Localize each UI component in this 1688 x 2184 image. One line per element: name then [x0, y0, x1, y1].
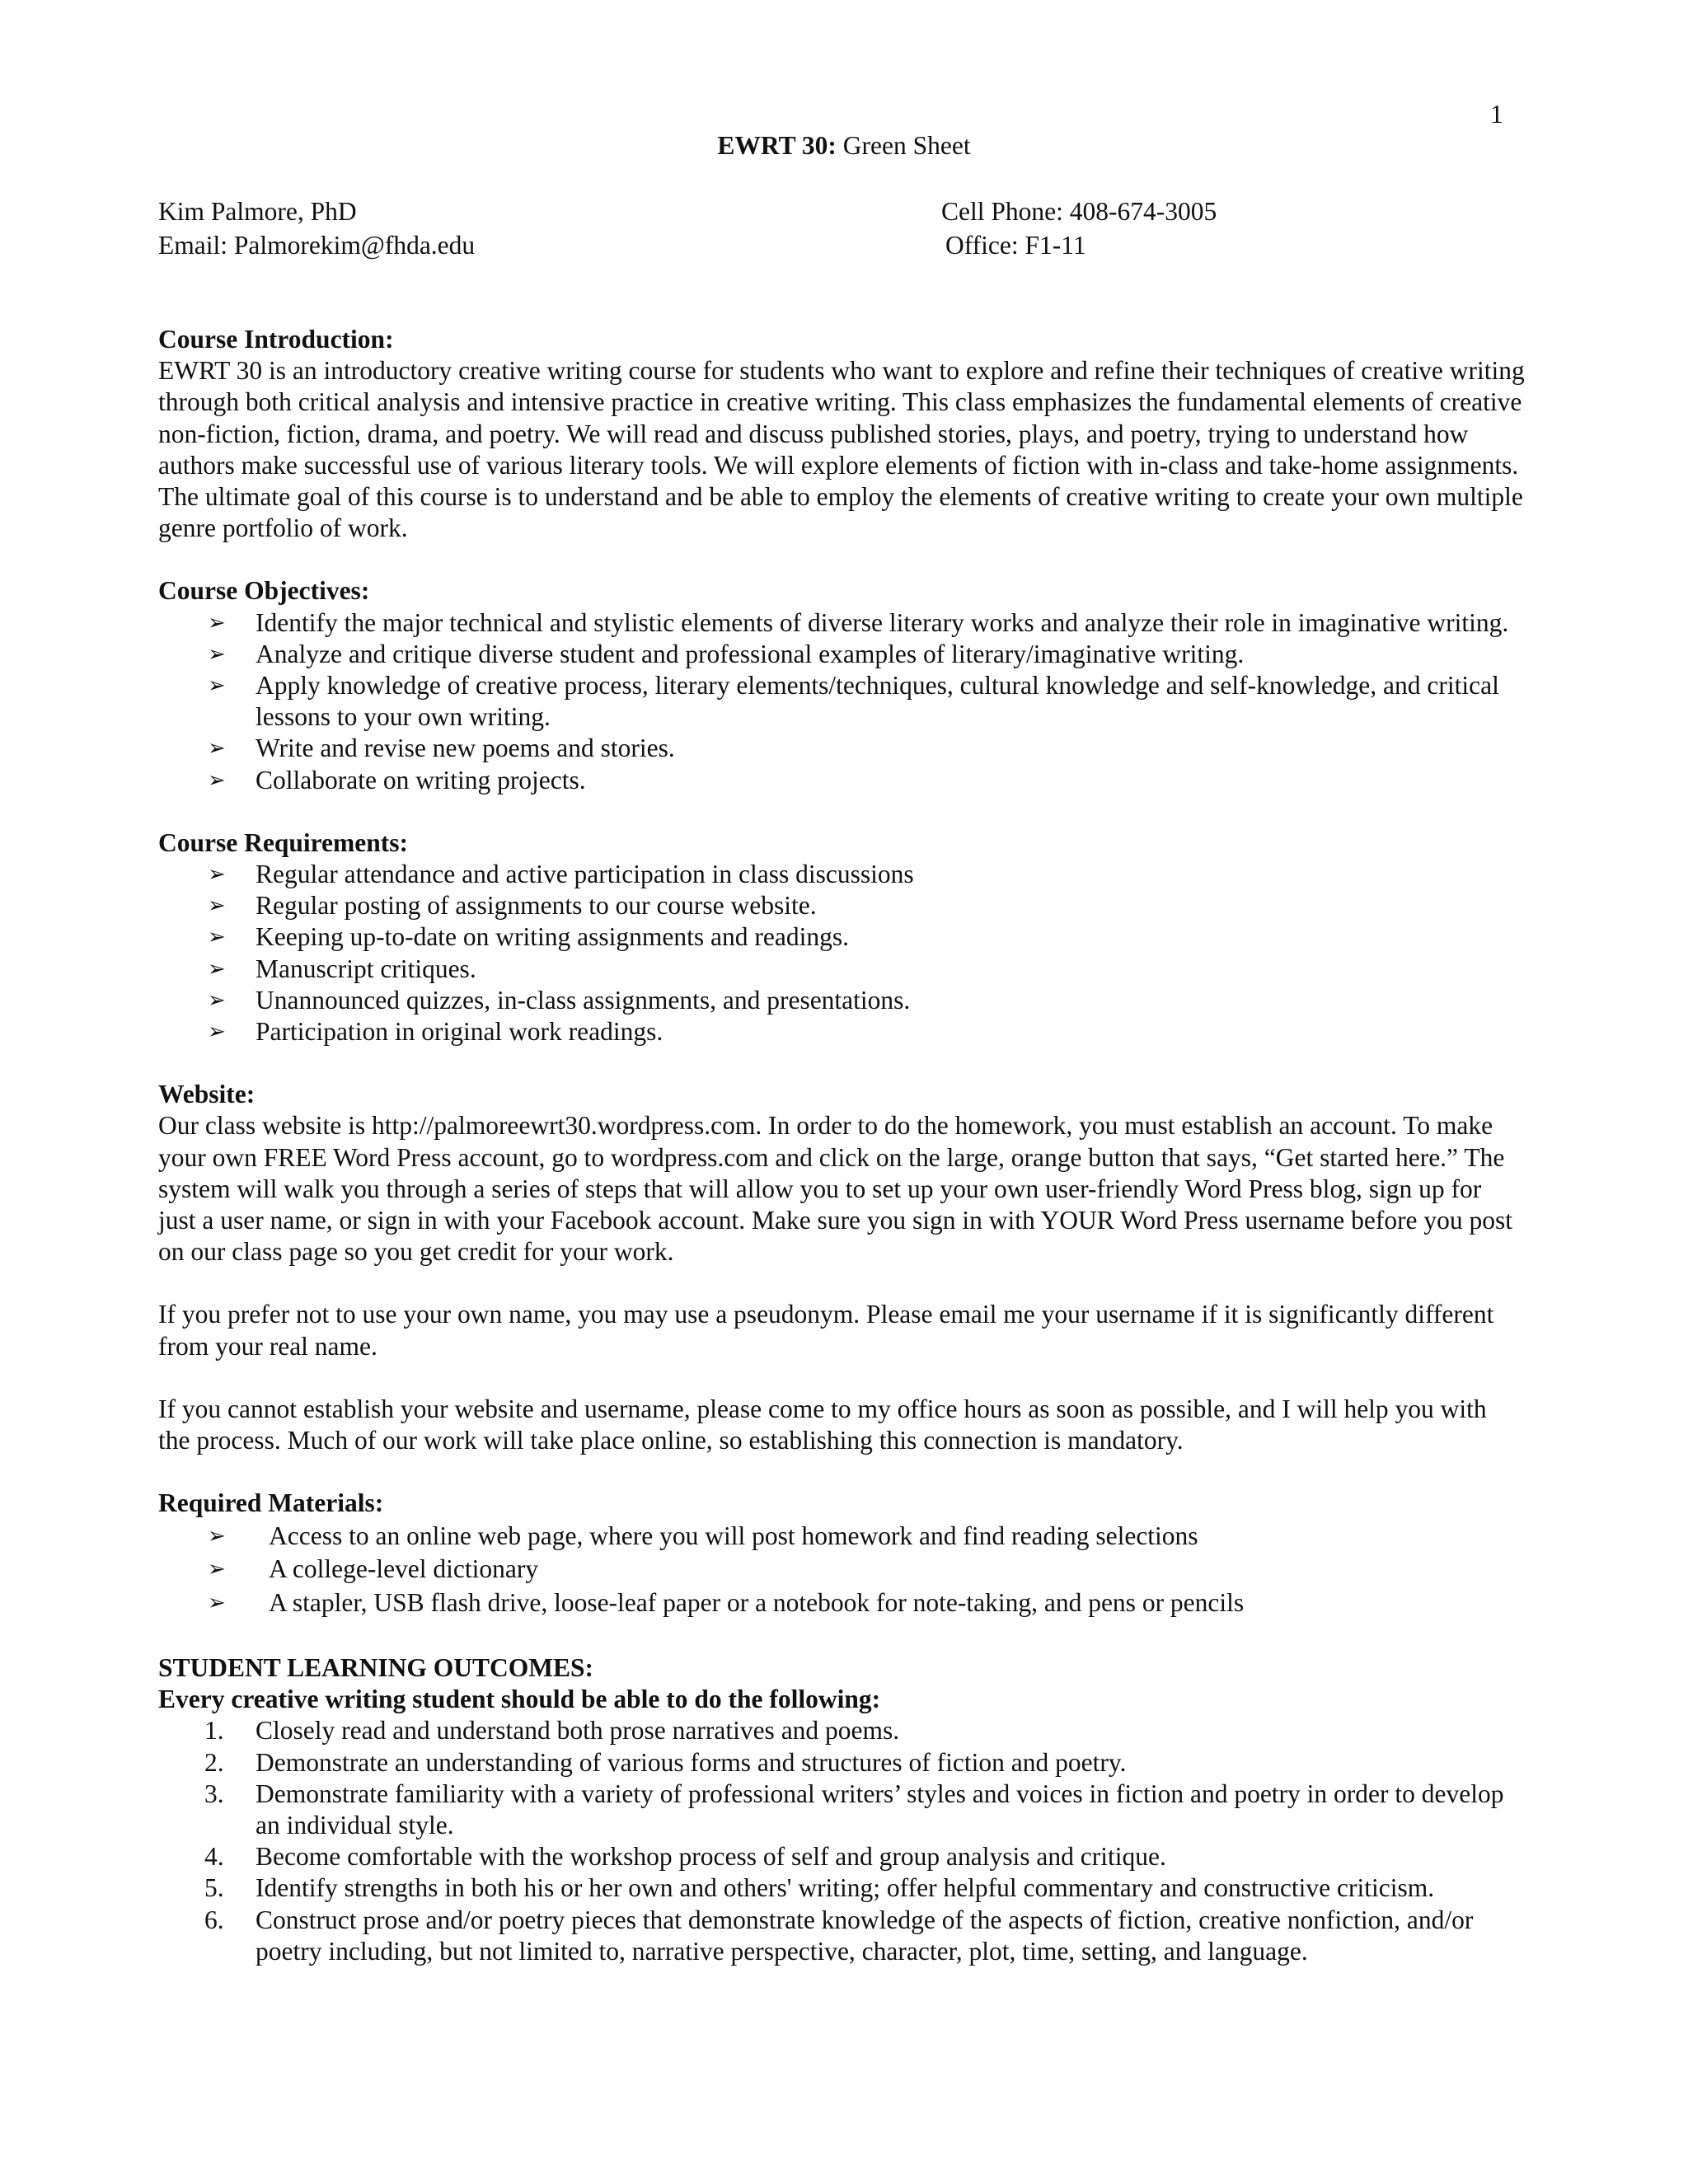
list-item: ➢ Keeping up-to-date on writing assignments and readings.	[158, 921, 1525, 953]
website-paragraph-2: If you prefer not to use your own name, you may use a pseudonym. Please email me your username if it is significantly different from your real name.	[158, 1300, 1494, 1361]
outcomes-list	[158, 1715, 1525, 1967]
list-item: ➢ Manuscript critiques.	[158, 954, 1525, 985]
arrow-bullet-icon: ➢	[208, 736, 226, 762]
list-item: 3. Demonstrate familiarity with a variety of professional writers’ styles and voices in fiction and poetry in order to develop an individual style.	[204, 1779, 1504, 1840]
document-body	[158, 324, 1525, 1967]
list-item: ➢ Analyze and critique diverse student and professional examples of literary/imaginative writing.	[158, 639, 1525, 670]
arrow-bullet-icon: ➢	[208, 1590, 226, 1615]
list-item: 4. Become comfortable with the workshop process of self and group analysis and critique.	[204, 1842, 1166, 1872]
arrow-bullet-icon: ➢	[208, 893, 226, 919]
arrow-bullet-icon: ➢	[208, 925, 226, 950]
list-item: 5. Identify strengths in both his or her own and others' writing; offer helpful commentary and constructive criticism.	[204, 1873, 1435, 1903]
arrow-bullet-icon: ➢	[208, 610, 226, 635]
office-location: Office: F1-11	[945, 231, 1086, 260]
outcomes-subheading: Every creative writing student should be able to do the following:	[158, 1685, 881, 1714]
list-item: ➢ Regular attendance and active participation in class discussions	[158, 859, 1525, 890]
list-item: ➢ A stapler, USB flash drive, loose-leaf paper or a notebook for note-taking, and pens or pencils	[158, 1586, 1525, 1620]
objectives-list	[158, 607, 1525, 796]
objectives-heading: Course Objectives:	[158, 576, 370, 606]
outcomes-heading: STUDENT LEARNING OUTCOMES:	[158, 1653, 594, 1682]
title-course-code: EWRT 30:	[717, 131, 837, 160]
materials-list	[158, 1520, 1525, 1620]
contact-block	[158, 196, 1518, 264]
instructor-email: Email: Palmorekim@fhda.edu	[158, 231, 476, 260]
website-paragraph-1: Our class website is http://palmoreewrt30.wordpress.com. In order to do the homework, you must establish an account. To make your own FREE Word Press account, go to wordpress.com and click on the large, orange button that says, “Get started here.” The system will walk you through a series of steps that will allow you to set up your own user-friendly Word Press blog, sign up for just a user name, or sign in with your Facebook account. Make sure you sign in with YOUR Word Press username before you post on our class page so you get credit for your work.	[158, 1111, 1513, 1267]
arrow-bullet-icon: ➢	[208, 673, 226, 699]
website-paragraph-3: If you cannot establish your website and username, please come to my office hours as soon as possible, and I will help you with the process. Much of our work will take place online, so establishing this connection is mandatory.	[158, 1394, 1487, 1455]
cell-phone: Cell Phone: 408-674-3005	[941, 197, 1217, 226]
arrow-bullet-icon: ➢	[208, 956, 226, 982]
list-item: ➢ A college-level dictionary	[158, 1553, 1525, 1586]
intro-heading: Course Introduction:	[158, 325, 394, 354]
list-item: ➢ Unannounced quizzes, in-class assignments, and presentations.	[158, 985, 1525, 1016]
page-number: 1	[1490, 100, 1503, 129]
intro-paragraph: EWRT 30 is an introductory creative writing course for students who want to explore and refine their techniques of creative writing through both critical analysis and intensive practice in creative writing. This class emphasizes the fundamental elements of creative non-fiction, fiction, drama, and poetry. We will read and discuss published stories, plays, and poetry, trying to understand how authors make successful use of various literary tools. We will explore elements of fiction with in-class and take-home assignments. The ultimate goal of this course is to understand and be able to employ the elements of creative writing to create your own multiple genre portfolio of work.	[158, 356, 1525, 543]
document-title	[0, 130, 1688, 162]
list-item: 6. Construct prose and/or poetry pieces that demonstrate knowledge of the aspects of fiction, creative nonfiction, and/or poetry including, but not limited to, narrative perspective, character, plot, time, setting, and language.	[204, 1905, 1474, 1966]
title-text: Green Sheet	[836, 131, 971, 160]
arrow-bullet-icon: ➢	[208, 767, 226, 793]
list-item: ➢ Identify the major technical and stylistic elements of diverse literary works and analyze their role in imaginative writing.	[158, 607, 1525, 639]
list-item: ➢ Access to an online web page, where you will post homework and find reading selections	[158, 1520, 1525, 1554]
arrow-bullet-icon: ➢	[208, 1557, 226, 1582]
list-item: ➢ Collaborate on writing projects.	[158, 765, 1525, 796]
requirements-heading: Course Requirements:	[158, 827, 409, 857]
contact-row-1	[158, 196, 1518, 230]
list-item: ➢ Regular posting of assignments to our course website.	[158, 890, 1525, 921]
list-item: ➢ Apply knowledge of creative process, literary elements/techniques, cultural knowledge and self-knowledge, and critical lessons to your own writing.	[208, 671, 1499, 732]
arrow-bullet-icon: ➢	[208, 1523, 226, 1549]
list-item: 1. Closely read and understand both prose narratives and poems.	[204, 1716, 900, 1746]
arrow-bullet-icon: ➢	[208, 1019, 226, 1045]
materials-heading: Required Materials:	[158, 1488, 384, 1518]
arrow-bullet-icon: ➢	[208, 987, 226, 1013]
arrow-bullet-icon: ➢	[208, 641, 226, 667]
requirements-list	[158, 859, 1525, 1047]
arrow-bullet-icon: ➢	[208, 862, 226, 888]
contact-row-2	[158, 230, 1518, 264]
instructor-name: Kim Palmore, PhD	[158, 197, 357, 226]
list-item: ➢ Participation in original work readings.	[158, 1016, 1525, 1047]
list-item: ➢ Write and revise new poems and stories.	[158, 733, 1525, 764]
list-item: 2. Demonstrate an understanding of various forms and structures of fiction and poetry.	[204, 1747, 1127, 1777]
website-heading: Website:	[158, 1080, 256, 1109]
